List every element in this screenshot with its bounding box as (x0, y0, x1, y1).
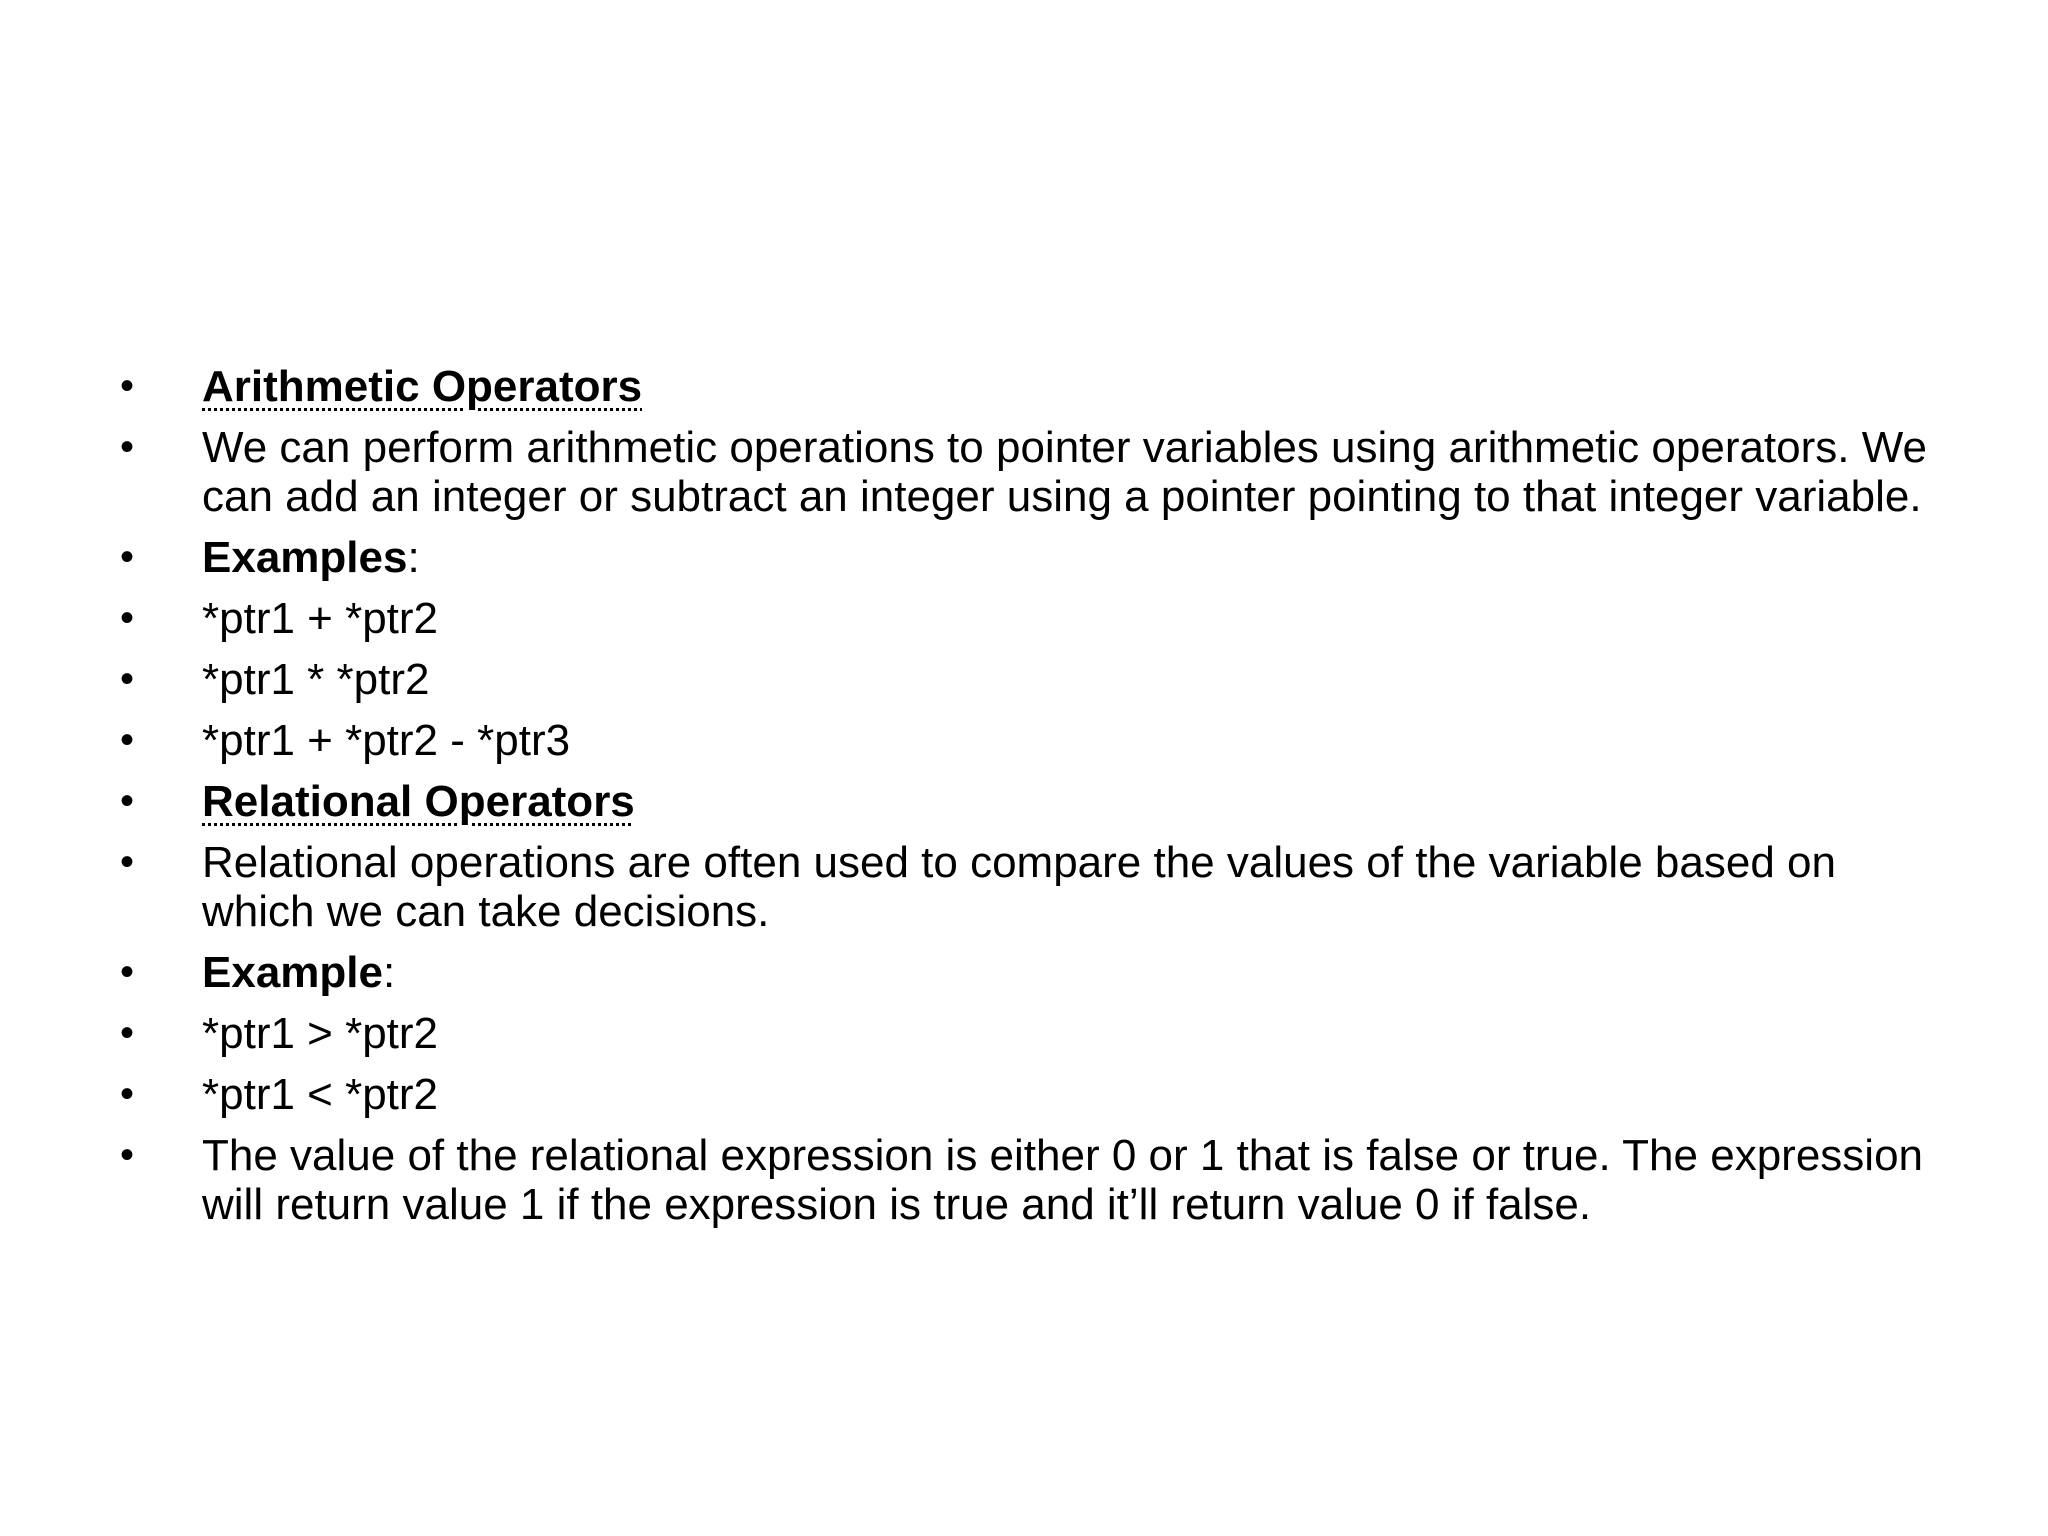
bullet-icon: • (120, 535, 135, 579)
example-label: Example (202, 948, 383, 997)
arithmetic-description: We can perform arithmetic operations to pointer variables using arithmetic operators. We can add an integer or subtract an integer using a pointer pointing to that integer variable. (202, 423, 1927, 521)
bullet-icon: • (120, 596, 135, 640)
bullet-icon: • (120, 425, 135, 469)
bullet-icon: • (120, 1011, 135, 1055)
relational-value-description: The value of the relational expression is either 0 or 1 that is false or true. The expression will return value 1 if the expression is true and it’ll return value 0 if false. (202, 1131, 1924, 1229)
example-colon: : (382, 948, 396, 997)
bullet-icon: • (120, 840, 135, 884)
list-item-relational-value (120, 1131, 1960, 1229)
bullet-icon: • (120, 1133, 135, 1177)
bullet-icon: • (120, 1072, 135, 1116)
list-item-arithmetic-heading (120, 362, 1960, 411)
list-item-relational-heading (120, 777, 1960, 826)
list-item-arithmetic-description (120, 423, 1960, 521)
bullet-icon: • (120, 657, 135, 701)
example-add-subtract-expression: *ptr1 + *ptr2 - *ptr3 (202, 716, 571, 765)
example-less-expression: *ptr1 < *ptr2 (202, 1070, 439, 1119)
example-add-expression: *ptr1 + *ptr2 (202, 594, 439, 643)
bullet-list (120, 362, 1960, 1241)
bullet-icon: • (120, 364, 135, 408)
list-item-example-less (120, 1070, 1960, 1119)
example-multiply-expression: *ptr1 * *ptr2 (202, 655, 430, 704)
bullet-icon: • (120, 718, 135, 762)
list-item-examples-label (120, 533, 1960, 582)
bullet-icon: • (120, 950, 135, 994)
bullet-icon: • (120, 779, 135, 823)
example-greater-expression: *ptr1 > *ptr2 (202, 1009, 439, 1058)
relational-operators-heading[interactable]: Relational Operators (202, 777, 635, 826)
relational-description: Relational operations are often used to compare the values of the variable based on which we can take decisions. (202, 838, 1836, 936)
list-item-example-greater (120, 1009, 1960, 1058)
list-item-example-add-subtract (120, 716, 1960, 765)
list-item-example-label (120, 948, 1960, 997)
arithmetic-operators-heading[interactable]: Arithmetic Operators (202, 362, 643, 411)
list-item-relational-description (120, 838, 1960, 936)
list-item-example-multiply (120, 655, 1960, 704)
list-item-example-add (120, 594, 1960, 643)
examples-label: Examples (202, 533, 408, 582)
examples-colon: : (407, 533, 420, 582)
